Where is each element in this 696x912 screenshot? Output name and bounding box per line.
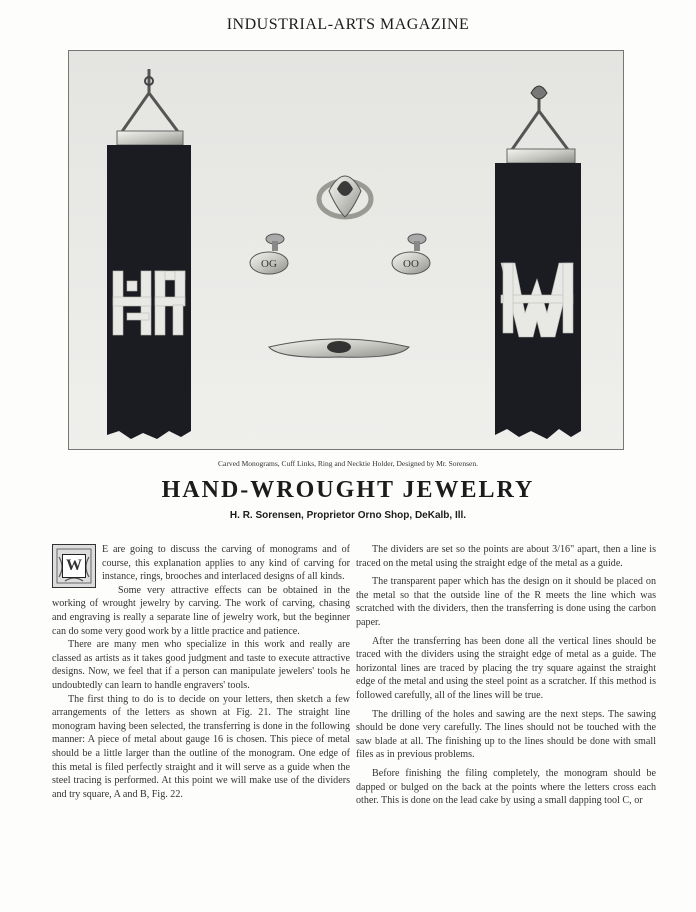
paragraph: The drilling of the holes and sawing are the next steps. The sawing should be done very carefully. The lines should not be touched with the saw blade at all. The finishing up to the lines should be done with small files as in previous problems. [356, 708, 656, 761]
article-title: HAND-WROUGHT JEWELRY [161, 477, 535, 503]
paragraph: The first thing to do is to decide on your letters, then sketch a few arrangements of the letters as shown at Fig. 21. The straight line monogram having been selected, the transferring is done in the following manner: A piece of metal about gauge 16 is chosen. This piece of metal should be a little larger than the outline of the monogram. One edge of this metal is filed perfectly straight and it will serve as a guide when the steel tracing is performed. At this point we will make use of the dividers and try square, A and B, Fig. 22. [52, 693, 350, 800]
svg-text:OO: OO [403, 258, 419, 270]
paragraph: The transparent paper which has the design on it should be placed on the metal so that the outside line of the R meets the line which was scratched with the dividers, then the transferring is done using the carbon paper. [356, 576, 656, 628]
paragraph: Some very attractive effects can be obtained in the working of wrought jewelry by carving. The work of carving, chasing and engraving is really a separate line of jewelry work, but the beginner can do some very good work by a little practice and patience. [52, 584, 350, 637]
paragraph: The dividers are set so the points are about 3/16" apart, then a line is traced on the metal using the straight edge of the metal as a guide. [356, 544, 656, 569]
jewelry-photograph [68, 50, 624, 450]
drop-cap-letter: W [62, 554, 86, 578]
drop-cap [52, 544, 96, 588]
right-column [356, 543, 656, 813]
paragraph: After the transferring has been done all the vertical lines should be traced with the dividers using the straight edge of metal as a guide. The horizontal lines are traced by placing the try square against the straight edge of the metal and using the steel point as a scratcher. If this method is followed carefully, all of the lines will be true. [356, 635, 656, 701]
article-byline: H. R. Sorensen, Proprietor Orno Shop, DeKalb, Ill. [229, 510, 467, 521]
svg-text:OG: OG [261, 258, 277, 270]
left-column [52, 543, 350, 801]
magazine-masthead: INDUSTRIAL-ARTS MAGAZINE [226, 16, 470, 33]
photo-caption: Carved Monograms, Cuff Links, Ring and Necktie Holder, Designed by Mr. Sorensen. [218, 459, 478, 468]
paragraph: There are many men who specialize in this work and really are classed as artists as it takes good judgment and taste to execute attractive designs. Now, we feel that if a person can manipulate jewelers' tools he undoubtedly can learn to handle engravers' tools. [52, 639, 350, 691]
paragraph: Before finishing the filing completely, the monogram should be dapped or bulged on the back at the points where the letters cross each other. This is done on the lead cake by using a small dapping tool C, or [356, 767, 656, 807]
paragraph: W E are going to discuss the carving of monograms and of course, this explanation applies to any kind of carving for instance, rings, brooches and interlaced designs of all kinds. [52, 543, 350, 584]
